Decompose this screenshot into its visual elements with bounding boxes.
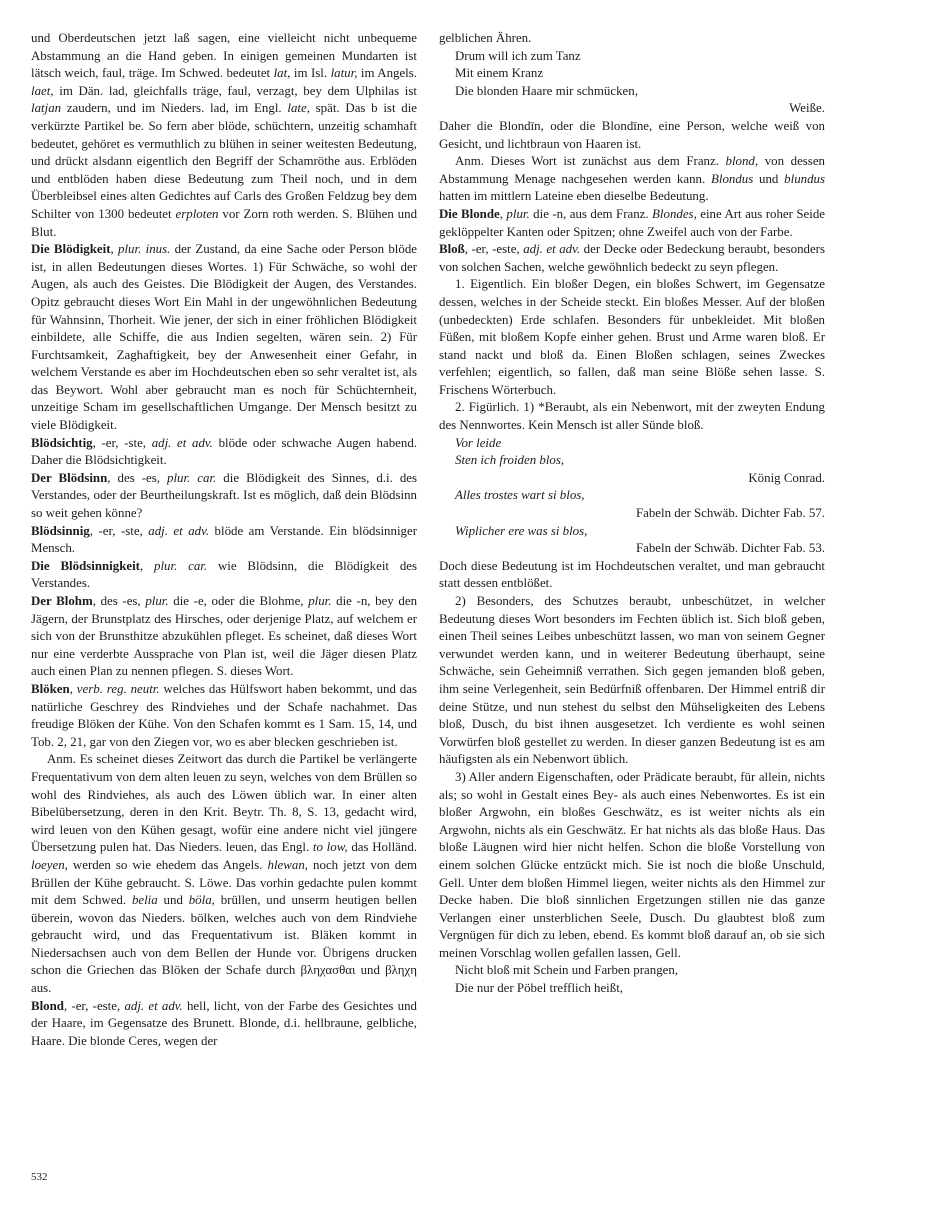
italic-text: verb. reg. neutr. bbox=[76, 681, 160, 696]
text-run: die Blödigkeit des Sinnes, d.i. des Verstandes, oder der Beurtheilungskraft. Ist es möglich, daß dein Blödsinn so weit gehen könne? bbox=[31, 470, 418, 521]
text-run: , -er, -ste, bbox=[92, 435, 152, 450]
text-run: und Oberdeutschen jetzt laß sagen, eine vielleicht nicht unbequeme Abstammung an die Hand geben. In einigen gemeinen Mundarten ist lätsch weich, faul, träge. Im Schwed. bedeutet bbox=[31, 31, 417, 81]
headword: Blödsichtig bbox=[31, 435, 93, 450]
indented-paragraph bbox=[31, 751, 417, 997]
text-run: brüllen, und unserm heutigen bellen überein, wovon das Nieders. bölken, welches auch von dem Rindviehe gebraucht wird, und das Frequentativum ist. Bläken kommt in Niedersachsen auch von dem Bellen der Hunde vor. Übrigens drucken schon die Griechen das Blöken der Schafe durch βληχασθαι und βληχη aus. bbox=[31, 893, 417, 996]
text-run: Die nur der Pöbel trefflich heißt, bbox=[455, 981, 624, 996]
headword: Blödsinnig bbox=[31, 523, 90, 538]
paragraph bbox=[31, 998, 417, 1051]
verse-line bbox=[439, 980, 825, 998]
text-run: 2. Figürlich. 1) *Beraubt, als ein Nebenwort, mit der zweyten Endung des Nennwortes. Kein Mensch ist aller Sünde bloß. bbox=[439, 400, 825, 433]
text-run: Weiße. bbox=[789, 101, 825, 116]
headword: Bloß bbox=[439, 242, 465, 257]
text-run: blöde oder schwache Augen habend. Daher die Blödsichtigkeit. bbox=[31, 435, 417, 468]
text-run: noch jetzt von dem Brüllen der Kühe gebraucht. S. Löwe. Das vorhin gedachte pulen kommt mit dem Schwed. bbox=[31, 857, 417, 908]
text-run: Nicht bloß mit Schein und Farben prangen, bbox=[455, 963, 679, 978]
right-column bbox=[439, 30, 825, 998]
italic-text: Wiplicher ere was si blos, bbox=[455, 523, 588, 538]
text-run: der Decke oder Bedeckung beraubt, besonders von solchen Sachen, welche gewöhnlich bedeckt zu seyn pflegen. bbox=[439, 242, 825, 274]
paragraph bbox=[439, 241, 825, 276]
paragraph bbox=[31, 241, 417, 435]
italic-text: lat, bbox=[273, 66, 291, 81]
headword: Der Blohm bbox=[31, 594, 93, 608]
italic-text: laet, bbox=[31, 83, 54, 98]
text-run: zaudern, und im Nieders. lad, im Engl. bbox=[61, 101, 288, 116]
headword: Die Blödigkeit bbox=[31, 242, 111, 257]
text-run: Daher die Blondīn, oder die Blondīne, eine Person, welche weiß von Gesicht, und lichtbraun von Haaren ist. bbox=[439, 118, 825, 151]
text-run: und bbox=[753, 171, 785, 186]
verse-line bbox=[439, 962, 825, 980]
italic-text: latjan bbox=[31, 101, 62, 116]
paragraph bbox=[31, 523, 417, 558]
text-run: 3) Aller andern Eigenschaften, oder Prädicate beraubt, für allein, nichts als; so wohl in Gestalt eines Bey- als auch eines Nebenwortes. Es ist ein bloßer Argwohn, ein bloßes Geschwätz, es ist weiter nichts als ein Argwohn, nichts als ein Geschwätz. Er hat nichts als das bloße Haus. Das bloße Läugnen wird hier nicht helfen. Schon die bloße Vorstellung von einem solchen Glücke entzückt mich. Sie ist noch die bloße Unschuld, Gell. Unter dem bloßen Himmel liegen, weiter nichts als den Himmel zur Decke haben. Die bloß sinnlichen Ergetzungen stillen nie das ganze Verlangen einer unsterblichen Seele, Dusch. Du glaubtest bloß zum Vergnügen für dich zu leben, ebend. Es kommt bloß darauf an, ob sie sich meinen Vorschlag wollen gefallen lassen, Gell. bbox=[439, 769, 825, 960]
paragraph bbox=[31, 30, 417, 241]
paragraph bbox=[31, 558, 417, 593]
page-number: 532 bbox=[31, 1171, 48, 1183]
verse-line bbox=[439, 435, 825, 453]
italic-text: Vor leide bbox=[455, 435, 502, 450]
verse-line bbox=[439, 83, 825, 101]
text-run: Anm. Es scheinet dieses Zeitwort das durch die Partikel be verlängerte Frequentativum von dem alten leuen zu seyn, welches von dem Brüllen so wohl des Rindviehes, als auch des Löwen üblich war. In einer alten Bibelübersetzung, deren in den Krit. Beytr. Th. 8, S. 13, gedacht wird, wird leuen von den Kühen gesagt, wofür eine andere nicht viel jüngere Übersetzung pulen hat. Das Nieders. leuen, das Engl. bbox=[31, 752, 417, 855]
headword: Blond bbox=[31, 998, 64, 1013]
citation-line bbox=[439, 505, 825, 523]
text-run: und bbox=[157, 893, 189, 908]
text-run: Drum will ich zum Tanz bbox=[455, 48, 581, 63]
text-run: im Isl. bbox=[290, 66, 331, 81]
text-run: , bbox=[139, 558, 155, 573]
indented-paragraph bbox=[439, 399, 825, 434]
italic-text: plur. bbox=[308, 594, 332, 608]
indented-paragraph bbox=[439, 276, 825, 399]
italic-text: böla, bbox=[188, 893, 215, 908]
italic-text: plur. inus. bbox=[118, 242, 171, 257]
text-run: hell, licht, von der Farbe des Gesichtes und der Haare, im Gegensatze des Brunett. Blonde, d.i. hellbraune, gelbliche, Haare. Die blonde Ceres, wegen der bbox=[31, 998, 418, 1048]
italic-text: latur, bbox=[330, 66, 358, 81]
verse-line bbox=[439, 48, 825, 66]
verse-line bbox=[439, 452, 825, 470]
text-run: , des -es, bbox=[107, 470, 167, 485]
text-run: werden so wie ehedem das Angels. bbox=[67, 857, 268, 872]
text-run: , bbox=[110, 242, 119, 257]
citation-line bbox=[439, 540, 825, 558]
italic-text: loeyen, bbox=[31, 857, 68, 872]
text-run: , bbox=[69, 681, 77, 696]
text-run: Anm. Dieses Wort ist zunächst aus dem Franz. bbox=[455, 154, 726, 169]
paragraph bbox=[31, 593, 417, 681]
paragraph bbox=[31, 470, 417, 523]
text-run: Doch diese Bedeutung ist im Hochdeutschen veraltet, und man gebraucht statt dessen entblößet. bbox=[439, 558, 825, 591]
text-run: Die blonden Haare mir schmücken, bbox=[455, 83, 638, 98]
italic-text: adj. et adv. bbox=[151, 435, 213, 450]
italic-text: hlewan, bbox=[267, 857, 308, 872]
italic-text: Blondes, bbox=[652, 206, 697, 221]
italic-text: to low, bbox=[312, 840, 348, 855]
text-run: von dessen Abstammung Menage nachgesehen werden kann. bbox=[439, 154, 825, 186]
text-run: vor Zorn roth werden. S. Blühen und Blut. bbox=[31, 206, 418, 239]
paragraph bbox=[439, 30, 825, 48]
italic-text: late, bbox=[287, 101, 310, 116]
italic-text: plur. bbox=[506, 206, 530, 221]
headword: Die Blonde bbox=[439, 206, 500, 221]
text-run: , -er, -ste, bbox=[89, 523, 149, 538]
headword: Die Blödsinnigkeit bbox=[31, 558, 140, 573]
italic-text: plur. car. bbox=[167, 470, 217, 485]
verse-line bbox=[439, 523, 825, 541]
text-run: 2) Besonders, des Schutzes beraubt, unbeschützet, in welcher Bedeutung dieses Wort besonders im Fechten üblich ist. Sich bloß geben, einen Theil seines Leibes unbeschützt lassen, wo man von seinem Gegner verwundet werden kann, und in weiterer Bedeutung überhaupt, seine Schwäche, sein Geheimniß verrathen. Sich gegen jemanden bloß geben, ihm seine Verlegenheit, sein Bedürfniß offenbaren. Der Himmel entriß dir deine Stütze, und nun stehest du selbst den Mühseligkeiten des Lebens bloß, Dusch, du bist ihnen ausgesetzet. Ich verdiente es wohl seinen Vorwürfen bloß gestellet zu werden. In dieser ganzen Bedeutung ist es am häufigsten als ein Nebenwort üblich. bbox=[439, 594, 825, 767]
text-run: welches das Hülfswort haben bekommt, und das natürliche Geschrey des Rindviehes und der Schafe nachahmet. Das freudige Blöken der Kühe. Von den Schafen kommt es 1 Sam. 15, 14, und Tob. 2, 21, gar von den Ziegen vor, wo es aber blecken geschrieben ist. bbox=[31, 681, 417, 749]
italic-text: belia bbox=[131, 893, 158, 908]
paragraph bbox=[439, 206, 825, 241]
text-run: Fabeln der Schwäb. Dichter Fab. 53. bbox=[635, 541, 825, 556]
verse-line bbox=[439, 487, 825, 505]
paragraph bbox=[31, 435, 417, 470]
italic-text: blundus bbox=[784, 171, 825, 186]
text-run: gelblichen Ähren. bbox=[439, 31, 532, 45]
italic-text: blond, bbox=[725, 154, 759, 169]
text-run: König Conrad. bbox=[748, 470, 825, 485]
paragraph bbox=[439, 118, 825, 153]
citation-line bbox=[439, 470, 825, 488]
paragraph bbox=[439, 558, 825, 593]
text-run: Mit einem Kranz bbox=[455, 66, 544, 81]
italic-text: adj. et adv. bbox=[148, 523, 210, 538]
indented-paragraph bbox=[439, 593, 825, 769]
text-run: eine Art aus roher Seide geklöppelter Kanten oder Spitzen; ohne Zweifel auch von der Farbe. bbox=[439, 206, 825, 239]
text-run: spät. Das b ist die verkürzte Partikel be. So fern aber blöde, schüchtern, unzeitig schamhaft bedeutet, gehöret es vermuthlich zu blühen in seiner weitesten Bedeutung, und drückt alsdann eigentlich den Begriff der Schamröthe aus. Erblöden und entblöden haben diese Bedeutung zum Theil noch, und in dem Überbleibsel eines alten Gedichtes auf Carls des Großen Feldzug bey dem Schilter von 1300 bedeutet bbox=[31, 101, 418, 221]
left-column bbox=[31, 30, 417, 1050]
text-run: die -e, oder die Blohme, bbox=[168, 594, 309, 608]
text-run: hatten im mittlern Lateine eben dieselbe Bedeutung. bbox=[439, 189, 709, 204]
indented-paragraph bbox=[439, 153, 825, 206]
text-run: der Zustand, da eine Sache oder Person blöde ist, in allen Bedeutungen dieses Wortes. 1) Für Schwäche, so wohl der Augen, als auch des Geistes. Die Blödigkeit der Augen, des Verstandes. Opitz gebraucht dieses Wort Ein Mahl in der ungewöhnlichen Bedeutung für Wahnsinn, Thorheit. Wie jener, der sich in einer fröhlichen Blödigkeit einbildete, alle Schiffe, die aus Indien segelten, wären sein. 2) Für Furchtsamkeit, Zaghaftigkeit, bey der Anwesenheit einer Gefahr, in welchem Verstande es aber im Hochdeutschen eben so sehr veraltet ist, als das Beywort. Wohl aber gebraucht man es noch für Schüchternheit, unzeitige Scham im gesellschaftlichen Umgange. Der Mensch besitzt zu viele Blödigkeit. bbox=[31, 242, 417, 433]
verse-line bbox=[439, 65, 825, 83]
indented-paragraph bbox=[439, 769, 825, 963]
italic-text: Alles trostes wart si blos, bbox=[455, 488, 585, 503]
text-run: im Dän. lad, gleichfalls träge, faul, verzagt, bey dem Ulphilas ist bbox=[53, 83, 417, 98]
text-run: wie Blödsinn, die Blödigkeit des Verstandes. bbox=[31, 558, 418, 591]
italic-text: adj. et adv. bbox=[523, 242, 581, 257]
headword: Blöken bbox=[31, 681, 70, 696]
text-run: 1. Eigentlich. Ein bloßer Degen, ein bloßes Schwert, im Gegensatze dessen, welches in der Scheide steckt. Ein bloßes Messer. Auf der bloßen (unbedeckten) Erde schlafen. Besonders für unbekleidet. Mit bloßen Füßen, mit bloßem Kopfe einher gehen. Brust und Arme waren bloß. Er stand nackt und bloß da. Einen Bloßen schlagen, seines Zweckes verfehlen; eigentlich, so fallen, daß man seine Blöße sehen lasse. S. Frischens Wörterbuch. bbox=[439, 277, 825, 397]
headword: Der Blödsinn bbox=[31, 470, 108, 485]
paragraph bbox=[31, 681, 417, 751]
text-run: , des -es, bbox=[92, 594, 146, 608]
italic-text: plur. bbox=[145, 594, 169, 608]
italic-text: adj. et adv. bbox=[124, 998, 183, 1013]
text-run: Fabeln der Schwäb. Dichter Fab. 57. bbox=[635, 506, 825, 521]
text-run: die -n, aus dem Franz. bbox=[529, 206, 653, 221]
text-run: , -er, -este, bbox=[63, 998, 125, 1013]
text-run: im Angels. bbox=[357, 66, 418, 81]
text-run: die -n, bey den Jägern, der Brunstplatz des Hirsches, oder derjenige Platz, auf welchem er sich von der Brunsthitze abzukühlen pfleget. Es scheinet, daß dieses Wort nur eine verderbte Aussprache von Plan ist, weil die Jäger diesen Platz auch einen Plan zu nennen pflegen. S. dieses Wort. bbox=[31, 594, 418, 679]
citation-line bbox=[439, 100, 825, 118]
text-run: , bbox=[499, 206, 507, 221]
italic-text: erploten bbox=[175, 206, 219, 221]
italic-text: Sten ich froiden blos, bbox=[455, 453, 565, 468]
italic-text: Blondus bbox=[710, 171, 754, 186]
text-run: das Holländ. bbox=[347, 840, 417, 855]
italic-text: plur. car. bbox=[154, 558, 208, 573]
text-run: , -er, -este, bbox=[464, 242, 524, 257]
text-run: blöde am Verstande. Ein blödsinniger Mensch. bbox=[31, 523, 417, 556]
